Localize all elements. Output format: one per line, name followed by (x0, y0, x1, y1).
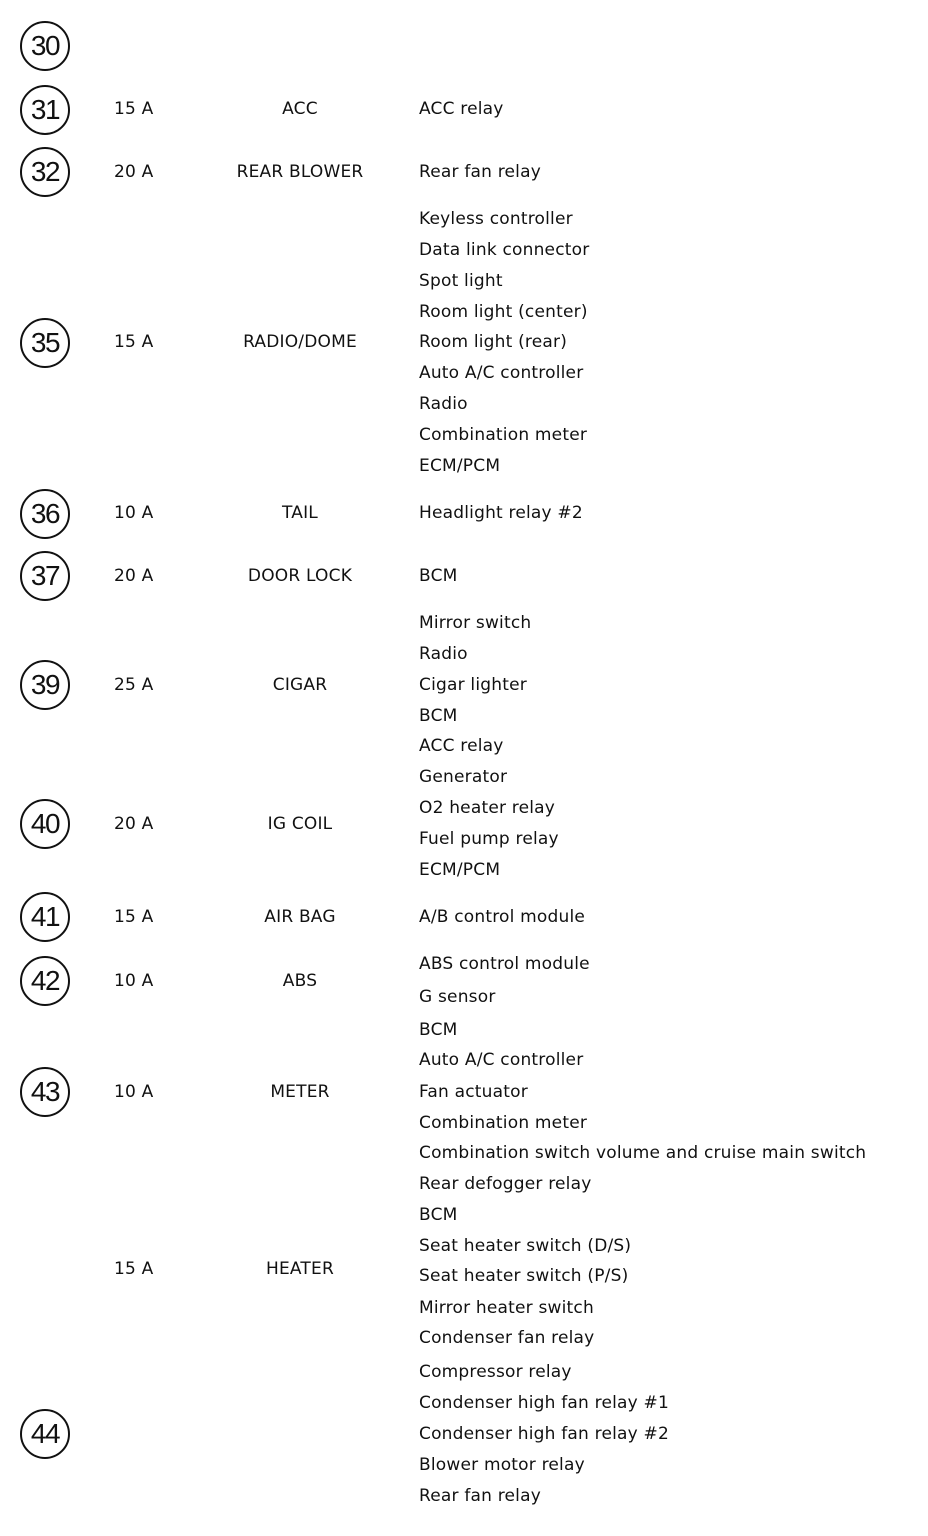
fuse-name: ACC (282, 99, 318, 119)
circuit-item: Mirror switch (419, 613, 532, 633)
fuse-amperage: 20 A (114, 814, 154, 834)
circuit-item: Keyless controller (419, 209, 573, 229)
fuse-amperage: 10 A (114, 1082, 154, 1102)
circuit-item: ACC relay (419, 736, 504, 756)
circuit-item: Blower motor relay (419, 1455, 585, 1475)
circuit-item: Compressor relay (419, 1362, 572, 1382)
fuse-amperage: 20 A (114, 566, 154, 586)
fuse-name: DOOR LOCK (247, 566, 353, 586)
circuit-item: BCM (419, 706, 458, 726)
fuse-number-badge: 41 (20, 892, 70, 942)
fuse-number-badge: 42 (20, 956, 70, 1006)
circuit-item: Fuel pump relay (419, 829, 559, 849)
fuse-name: CIGAR (272, 675, 328, 695)
fuse-amperage: 15 A (114, 332, 154, 352)
fuse-number-badge: 43 (20, 1067, 70, 1117)
fuse-amperage: 15 A (114, 99, 154, 119)
circuit-item: ABS control module (419, 954, 590, 974)
circuit-item: Condenser fan relay (419, 1328, 595, 1348)
fuse-number-badge: 30 (20, 21, 70, 71)
circuit-item: BCM (419, 1020, 458, 1040)
circuit-item: Seat heater switch (D/S) (419, 1236, 632, 1256)
fuse-name: AIR BAG (264, 907, 336, 927)
circuit-item: A/B control module (419, 907, 586, 927)
circuit-item: Room light (rear) (419, 332, 568, 352)
fuse-number-badge: 32 (20, 147, 70, 197)
circuit-item: O2 heater relay (419, 798, 556, 818)
fuse-name: METER (270, 1082, 330, 1102)
circuit-item: Auto A/C controller (419, 363, 584, 383)
fuse-number-badge: 35 (20, 318, 70, 368)
circuit-item: Seat heater switch (P/S) (419, 1266, 629, 1286)
fuse-number-badge: 37 (20, 551, 70, 601)
fuse-number-badge: 39 (20, 660, 70, 710)
circuit-item: BCM (419, 1205, 458, 1225)
fuse-name: REAR BLOWER (236, 162, 364, 182)
fuse-number-badge: 31 (20, 85, 70, 135)
fuse-amperage: 20 A (114, 162, 154, 182)
circuit-item: Condenser high fan relay #1 (419, 1393, 669, 1413)
circuit-item: Room light (center) (419, 302, 588, 322)
fuse-amperage: 15 A (114, 1259, 154, 1279)
fuse-amperage: 10 A (114, 503, 154, 523)
fuse-amperage: 10 A (114, 971, 154, 991)
fuse-name: TAIL (282, 503, 318, 523)
circuit-item: Rear fan relay (419, 162, 541, 182)
circuit-item: Data link connector (419, 240, 590, 260)
circuit-item: G sensor (419, 987, 496, 1007)
fuse-name: IG COIL (267, 814, 333, 834)
circuit-item: Radio (419, 644, 468, 664)
fuse-number-badge: 44 (20, 1409, 70, 1459)
circuit-item: Headlight relay #2 (419, 503, 583, 523)
circuit-item: ACC relay (419, 99, 504, 119)
fuse-amperage: 15 A (114, 907, 154, 927)
circuit-item: Combination meter (419, 1113, 588, 1133)
fuse-name: HEATER (266, 1259, 334, 1279)
circuit-item: BCM (419, 566, 458, 586)
circuit-item: Fan actuator (419, 1082, 528, 1102)
circuit-item: Mirror heater switch (419, 1298, 594, 1318)
circuit-item: ECM/PCM (419, 456, 501, 476)
fuse-number-badge: 36 (20, 489, 70, 539)
circuit-item: Radio (419, 394, 468, 414)
circuit-item: Rear defogger relay (419, 1174, 592, 1194)
circuit-item: Spot light (419, 271, 503, 291)
circuit-item: Condenser high fan relay #2 (419, 1424, 669, 1444)
fuse-number-badge: 40 (20, 799, 70, 849)
fuse-amperage: 25 A (114, 675, 154, 695)
circuit-item: Auto A/C controller (419, 1050, 584, 1070)
circuit-item: Combination meter (419, 425, 588, 445)
fuse-name: RADIO/DOME (243, 332, 357, 352)
circuit-item: Rear fan relay (419, 1486, 541, 1506)
circuit-item: ECM/PCM (419, 860, 501, 880)
circuit-item: Combination switch volume and cruise main switch (419, 1143, 867, 1163)
circuit-item: Generator (419, 767, 508, 787)
fuse-name: ABS (282, 971, 318, 991)
circuit-item: Cigar lighter (419, 675, 527, 695)
